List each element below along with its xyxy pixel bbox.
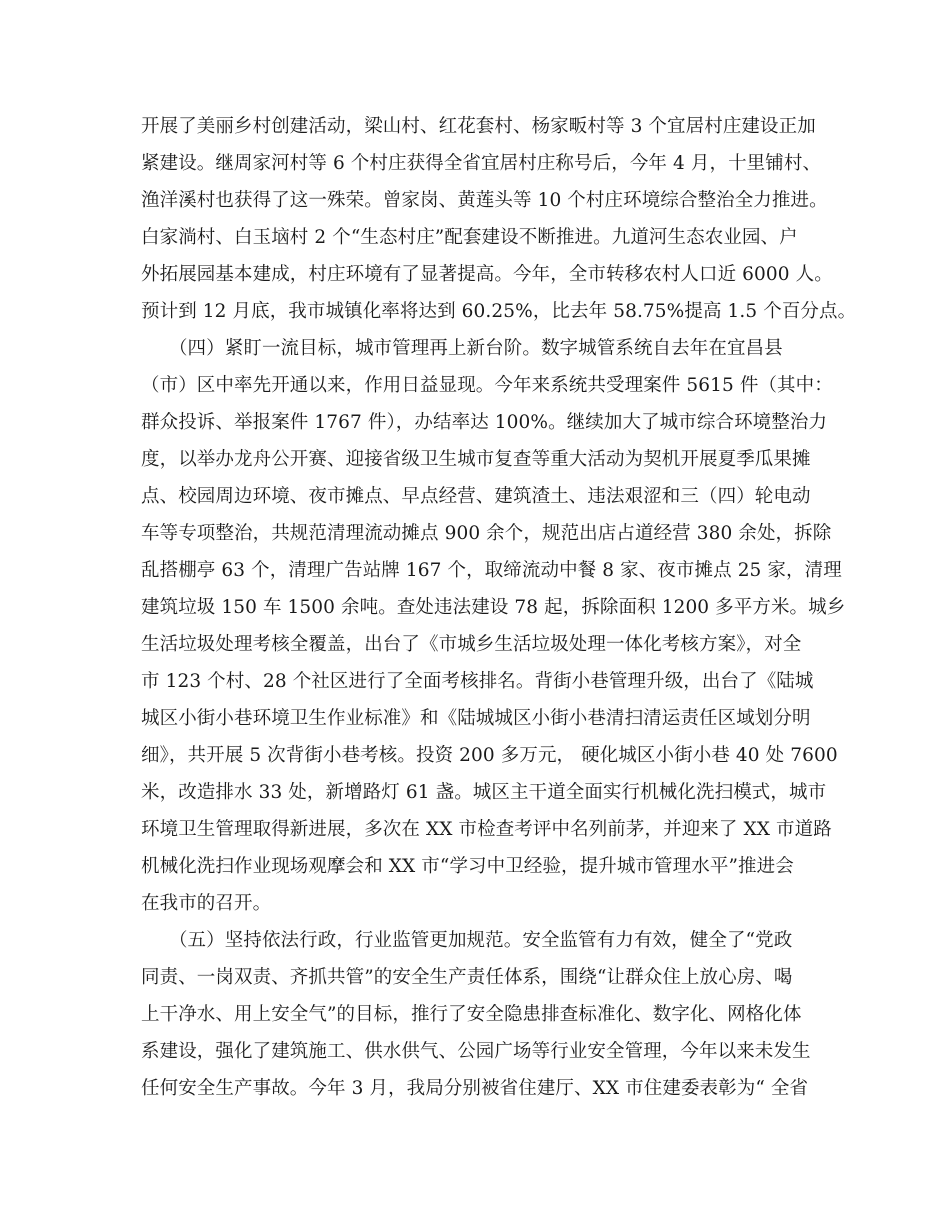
text-line: 度，以举办龙舟公开赛、迎接省级卫生城市复查等重大活动为契机开展夏季瓜果摊 [141, 449, 811, 470]
text-line: 城区小街小巷环境卫生作业标准》和《陆城城区小街小巷清扫清运责任区域划分明 [141, 708, 811, 729]
text-line: 建筑垃圾 150 车 1500 余吨。查处违法建设 78 起，拆除面积 1200 多平方米。城乡 [141, 597, 846, 618]
text-line: 细》，共开展 5 次背街小巷考核。投资 200 多万元， 硬化城区小街小巷 40 处 7600 [141, 745, 838, 766]
text-line: 系建设，强化了建筑施工、供水供气、公园广场等行业安全管理，今年以来未发生 [141, 1041, 811, 1062]
text-line: 市 123 个村、28 个社区进行了全面考核排名。背街小巷管理升级，出台了《陆城 [141, 671, 814, 692]
text-line: 同责、一岗双责、齐抓共管”的安全生产责任体系，围绕“让群众住上放心房、喝 [141, 967, 793, 988]
paragraph-4-heading-line: （四）紧盯一流目标，城市管理再上新台阶。数字城管系统自去年在宜昌县 [141, 338, 783, 359]
text-line: 预计到 12 月底，我市城镇化率将达到 60.25%，比去年 58.75%提高 1.5 个百分点。 [141, 301, 857, 322]
text-line: （市）区中率先开通以来，作用日益显现。今年来系统共受理案件 5615 件（其中： [141, 375, 833, 396]
text-line: 环境卫生管理取得新进展，多次在 XX 市检查考评中名列前茅，并迎来了 XX 市道路 [141, 819, 832, 840]
text-line: 米，改造排水 33 处，新增路灯 61 盏。城区主干道全面实行机械化洗扫模式，城市 [141, 782, 827, 803]
text-line: 紧建设。继周家河村等 6 个村庄获得全省宜居村庄称号后，今年 4 月，十里铺村、 [141, 153, 822, 174]
text-line: 白家淌村、白玉垴村 2 个“生态村庄”配套建设不断推进。九道河生态农业园、户 [141, 227, 798, 248]
text-line: 点、校园周边环境、夜市摊点、早点经营、建筑渣土、违法艰涩和三（四）轮电动 [141, 486, 811, 507]
text-line: 任何安全生产事故。今年 3 月，我局分别被省住建厅、XX 市住建委表彰为“ 全省 [141, 1078, 809, 1099]
text-line: 开展了美丽乡村创建活动，梁山村、红花套村、杨家畈村等 3 个宜居村庄建设正加 [141, 116, 816, 137]
paragraph-5-heading-line: （五）坚持依法行政，行业监管更加规范。安全监管有力有效，健全了“党政 [141, 930, 793, 951]
text-line: 外拓展园基本建成，村庄环境有了显著提高。今年，全市转移农村人口近 6000 人。 [141, 264, 833, 285]
document-body [141, 108, 857, 1107]
text-line: 渔洋溪村也获得了这一殊荣。曾家岗、黄莲头等 10 个村庄环境综合整治全力推进。 [141, 190, 828, 211]
text-line: 群众投诉、举报案件 1767 件），办结率达 100%。继续加大了城市综合环境整治力 [141, 412, 828, 433]
text-line: 乱搭棚亭 63 个，清理广告站牌 167 个，取缔流动中餐 8 家、夜市摊点 25 家，清理 [141, 560, 842, 581]
text-line: 机械化洗扫作业现场观摩会和 XX 市“学习中卫经验，提升城市管理水平”推进会 [141, 856, 794, 877]
text-line: 生活垃圾处理考核全覆盖，出台了《市城乡生活垃圾处理一体化考核方案》，对全 [141, 634, 802, 655]
text-line: 车等专项整治，共规范清理流动摊点 900 余个，规范出店占道经营 380 余处，拆除 [141, 523, 832, 544]
text-line: 在我市的召开。 [141, 893, 272, 914]
text-line: 上干净水、用上安全气”的目标，推行了安全隐患排查标准化、数字化、网格化体 [141, 1004, 802, 1025]
